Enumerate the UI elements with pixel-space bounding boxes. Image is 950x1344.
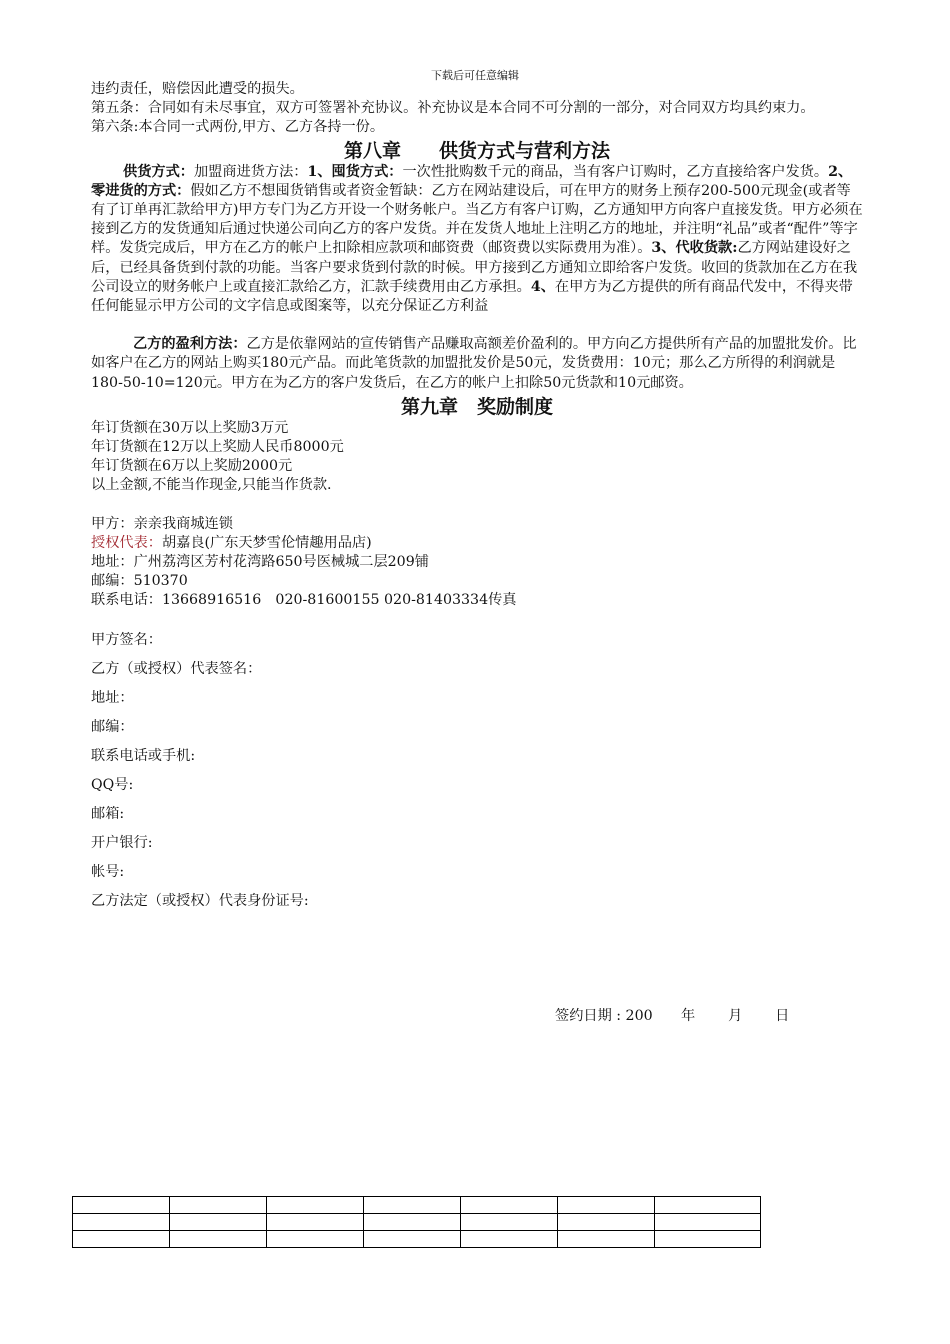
representative-label: 授权代表：: [91, 534, 162, 551]
chapter-8-title: 第八章 供货方式与营利方法: [343, 139, 610, 162]
table-cell: [267, 1197, 364, 1214]
table-cell: [364, 1197, 461, 1214]
address-field: 地址：: [91, 689, 134, 706]
party-a-representative: [91, 534, 863, 553]
page-header: 下载后可任意编辑: [431, 69, 519, 82]
reward-line: 年订货额在12万以上奖励人民币8000元: [91, 439, 344, 456]
party-a-name: 甲方：亲亲我商城连锁: [91, 515, 233, 532]
sign-date: 签约日期 : 200 年 月 日: [555, 1008, 790, 1024]
article-5: 第五条：合同如有未尽事宜，双方可签署补充协议。补充协议是本合同不可分割的一部分，对合同双方均具约束力。: [91, 100, 815, 117]
reward-line: 年订货额在30万以上奖励3万元: [91, 419, 289, 436]
table-cell: [364, 1231, 461, 1248]
table-row: [73, 1197, 761, 1214]
table-cell: [655, 1197, 761, 1214]
id-number-field: 乙方法定（或授权）代表身份证号:: [91, 892, 309, 909]
supply-marker-3: 3、代收货款:: [651, 240, 738, 257]
party-a-postcode: 邮编：510370: [91, 573, 188, 590]
table-cell: [558, 1197, 655, 1214]
profit-text: 乙方是依靠网站的宣传销售产品赚取高额差价盈利的。甲方向乙方提供所有产品的加盟批发价。比如客户在乙方的网站上购买180元产品。而此笔货款的加盟批发价是50元，发货费用：10元；那么乙方所得的利润就是180-50-10=120元。甲方在为乙方的客户发货后，在乙方的帐户上扣除50元货款和10元邮资。: [91, 336, 857, 391]
email-field: 邮箱:: [91, 805, 125, 822]
footer-table: [72, 1196, 761, 1248]
supply-text-1: 加盟商进货方法：: [193, 163, 308, 180]
article-6: 第六条:本合同一式两份,甲方、乙方各持一份。: [91, 119, 385, 136]
table-row: [73, 1231, 761, 1248]
representative-value: 胡嘉良(广东天梦雪伦情趣用品店): [161, 534, 372, 551]
reward-note: 以上金额,不能当作现金,只能当作货款.: [91, 477, 332, 494]
qq-field: QQ号:: [91, 776, 134, 793]
reward-line: 年订货额在6万以上奖励2000元: [91, 458, 293, 475]
supply-label: 供货方式：: [123, 163, 194, 180]
table-cell: [364, 1214, 461, 1231]
supply-method-paragraph: [91, 163, 863, 317]
supply-text-2: 一次性批购数千元的商品，当有客户订购时，乙方直接给客户发货。: [402, 163, 829, 180]
table-cell: [655, 1231, 761, 1248]
supply-text-5: 在甲方为乙方提供的所有商品代发中，不得夹带任何能显示甲方公司的文字信息或图案等，以充分保证乙方利益: [91, 278, 853, 315]
article-line: 违约责任，赔偿因此遭受的损失。: [91, 81, 304, 97]
table-cell: [655, 1214, 761, 1231]
supply-marker-2: 2、零进货的方式：: [91, 163, 853, 199]
table-cell: [73, 1231, 170, 1248]
table-cell: [73, 1214, 170, 1231]
party-a-signature-field: 甲方签名：: [91, 631, 162, 648]
postcode-field: 邮编：: [91, 718, 134, 735]
party-b-signature-field: 乙方（或授权）代表签名：: [91, 660, 262, 677]
table-cell: [267, 1214, 364, 1231]
table-cell: [558, 1214, 655, 1231]
table-cell: [170, 1214, 267, 1231]
spacer: [91, 496, 863, 515]
party-a-address: 地址：广州荔湾区芳村花湾路650号医械城二层209铺: [91, 554, 429, 571]
document-body: [91, 80, 863, 916]
bank-field: 开户银行:: [91, 834, 153, 851]
spacer: [91, 316, 863, 335]
profit-label: 乙方的盈利方法：: [133, 336, 247, 353]
supply-text-4: 乙方网站建设好之后，已经具备货到付款的功能。当客户要求货到付款的时候。甲方接到乙方通知立即给客户发货。收回的货款加在乙方在我公司设立的财务帐户上或直接汇款给乙方，汇款手续费用由乙方承担。: [91, 240, 858, 295]
supply-text-3: 假如乙方不想囤货销售或者资金暂缺：乙方在网站建设后，可在甲方的财务上预存200-500元现金(或者等有了订单再汇款给甲方)甲方专门为乙方开设一个财务帐户。当乙方有客户订购，乙方通知甲方向客户直接发货。甲方必须在接到乙方的发货通知后通过快递公司向乙方的客户发货。并在发货人地址上注明乙方的地址，并注明“礼品”或者“配件”等字样。发货完成后，甲方在乙方的帐户上扣除相应款项和邮资费（邮资费以实际费用为准）。: [91, 182, 863, 257]
table-cell: [558, 1231, 655, 1248]
account-field: 帐号:: [91, 863, 125, 880]
chapter-9-title: 第九章 奖励制度: [400, 395, 553, 418]
table-cell: [170, 1197, 267, 1214]
profit-method-paragraph: [91, 335, 863, 393]
phone-field: 联系电话或手机:: [91, 747, 196, 764]
party-a-phone: 联系电话：13668916516 020-81600155 020-81403334传真: [91, 592, 517, 609]
table-cell: [461, 1231, 558, 1248]
table-cell: [461, 1197, 558, 1214]
table-cell: [267, 1231, 364, 1248]
table-cell: [170, 1231, 267, 1248]
table-cell: [461, 1214, 558, 1231]
table-row: [73, 1214, 761, 1231]
table-cell: [73, 1197, 170, 1214]
supply-marker-4: 4、: [530, 278, 555, 295]
supply-marker-1: 1、囤货方式：: [307, 163, 403, 180]
